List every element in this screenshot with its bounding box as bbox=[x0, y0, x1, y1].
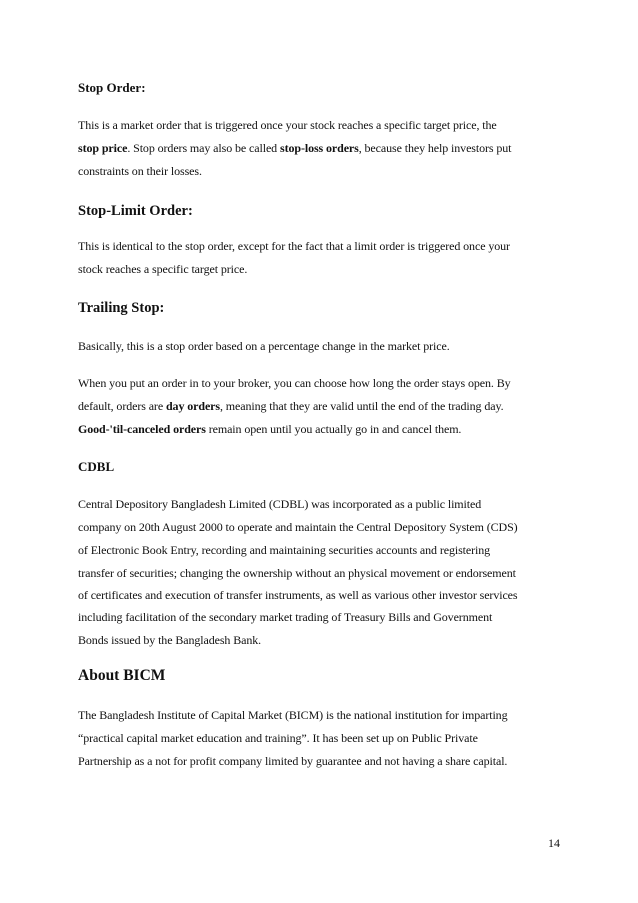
stop-order-heading: Stop Order: bbox=[78, 80, 146, 95]
term-good-til-canceled: Good-'til-canceled orders bbox=[78, 422, 206, 436]
cdbl-line-3: of Electronic Book Entry, recording and maintaining securities accounts and registering bbox=[78, 543, 491, 557]
stop-limit-line-2: stock reaches a specific target price. bbox=[78, 262, 248, 276]
stop-order-line-3: constraints on their losses. bbox=[78, 164, 202, 178]
cdbl-line-1: Central Depository Bangladesh Limited (CDBL) was incorporated as a public limited bbox=[78, 497, 482, 511]
stop-order-line-1: This is a market order that is triggered once your stock reaches a specific target price, the bbox=[78, 118, 497, 132]
cdbl-heading: CDBL bbox=[78, 459, 115, 474]
cdbl-line-7: Bonds issued by the Bangladesh Bank. bbox=[78, 633, 262, 647]
cdbl-line-2: company on 20th August 2000 to operate and maintain the Central Depository System (CDS) bbox=[78, 520, 518, 534]
term-day-orders: day orders bbox=[165, 399, 220, 413]
trailing-stop-heading: Trailing Stop: bbox=[78, 300, 165, 316]
page-number: 14 bbox=[548, 836, 560, 850]
stop-order-line-2: stop price. Stop orders may also be called stop-loss orders, because they help investors put bbox=[78, 141, 512, 155]
trailing-line-3: default, orders are day orders, meaning that they are valid until the end of the trading day. bbox=[78, 399, 504, 413]
term-stop-price: stop price bbox=[78, 141, 128, 155]
stop-limit-line-1: This is identical to the stop order, except for the fact that a limit order is triggered once your bbox=[78, 239, 510, 253]
bicm-line-3: Partnership as a not for profit company limited by guarantee and not having a share capital. bbox=[78, 754, 508, 768]
cdbl-line-6: including facilitation of the secondary market trading of Treasury Bills and Government bbox=[78, 610, 493, 624]
bicm-line-2: “practical capital market education and training”. It has been set up on Public Private bbox=[78, 731, 478, 745]
cdbl-line-5: of certificates and execution of transfer instruments, as well as various other investor services bbox=[78, 588, 518, 602]
trailing-line-2: When you put an order in to your broker, you can choose how long the order stays open. By bbox=[78, 376, 511, 390]
trailing-line-4: Good-'til-canceled orders remain open until you actually go in and cancel them. bbox=[78, 422, 462, 436]
about-bicm-heading: About BICM bbox=[78, 667, 166, 684]
term-stop-loss-orders: stop-loss orders bbox=[280, 141, 359, 155]
trailing-line-1: Basically, this is a stop order based on a percentage change in the market price. bbox=[78, 339, 450, 353]
bicm-line-1: The Bangladesh Institute of Capital Market (BICM) is the national institution for imparting bbox=[78, 708, 508, 722]
cdbl-line-4: transfer of securities; changing the ownership without an physical movement or endorsement bbox=[78, 566, 516, 580]
stop-limit-heading: Stop-Limit Order: bbox=[78, 203, 193, 219]
